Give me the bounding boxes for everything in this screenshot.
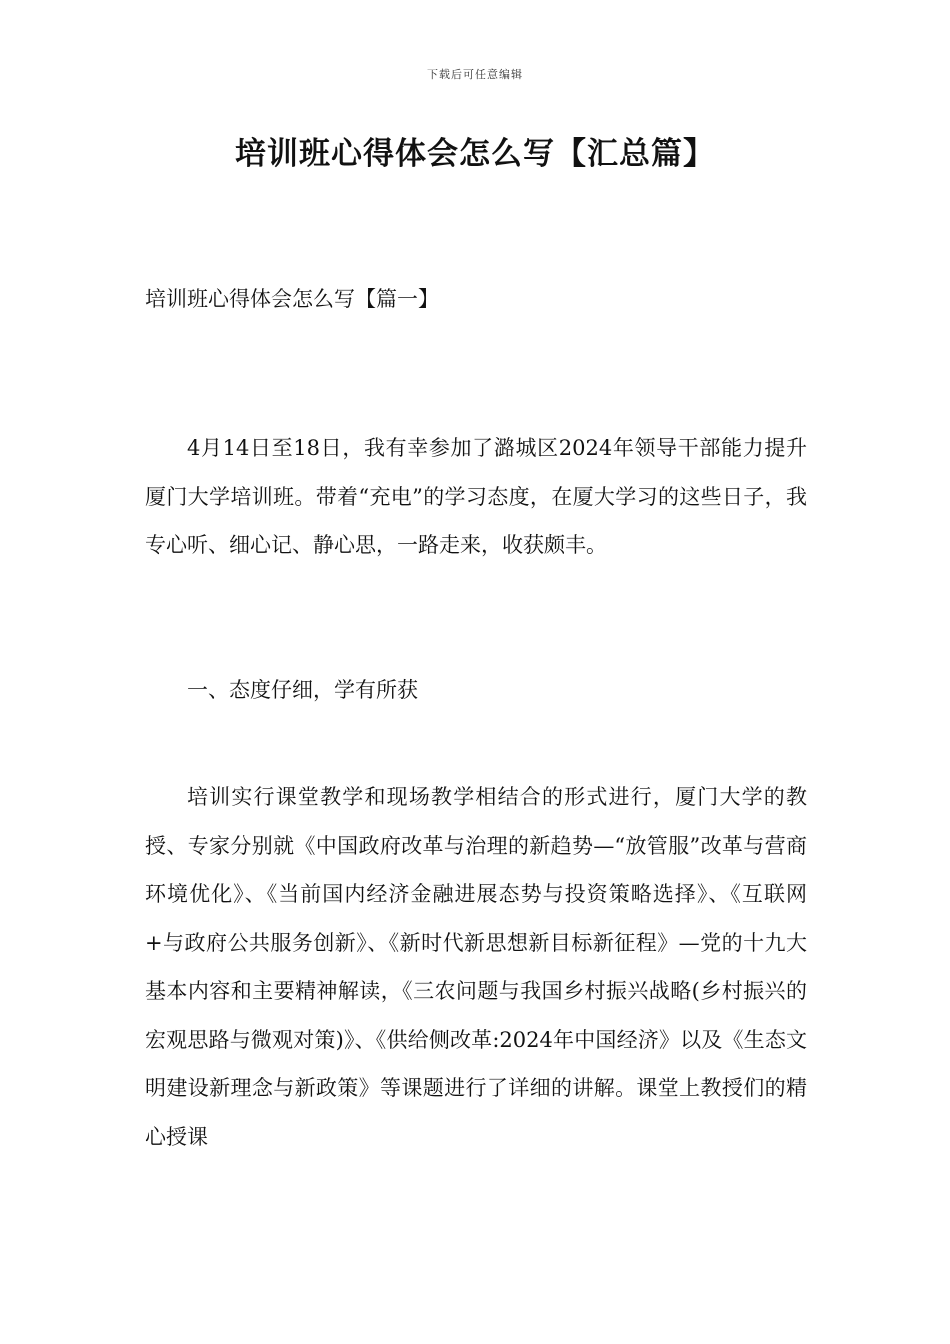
section-heading: 培训班心得体会怎么写【篇一】	[145, 287, 439, 311]
body-paragraph-2: 培训实行课堂教学和现场教学相结合的形式进行，厦门大学的教授、专家分别就《中国政府改革与治理的新趋势—“放管服”改革与营商环境优化》、《当前国内经济金融进展态势与投资策略选择》、《互联网+与政府公共服务创新》、《新时代新思想新目标新征程》—党的十九大基本内容和主要精神解读，《三农问题与我国乡村振兴战略(乡村振兴的宏观思路与微观对策)》、《供给侧改革:2024年中国经济》以及《生态文明建设新理念与新政策》等课题进行了详细的讲解。课堂上教授们的精心授课	[145, 785, 807, 1149]
body-paragraph-1: 4月14日至18日，我有幸参加了潞城区2024年领导干部能力提升厦门大学培训班。带着“充电”的学习态度，在厦大学习的这些日子，我专心听、细心记、静心思，一路走来，收获颇丰。	[145, 436, 807, 557]
document-title: 培训班心得体会怎么写【汇总篇】	[235, 136, 715, 172]
subheading-1: 一、态度仔细，学有所获	[187, 678, 418, 702]
header-note: 下载后可任意编辑	[427, 68, 523, 81]
